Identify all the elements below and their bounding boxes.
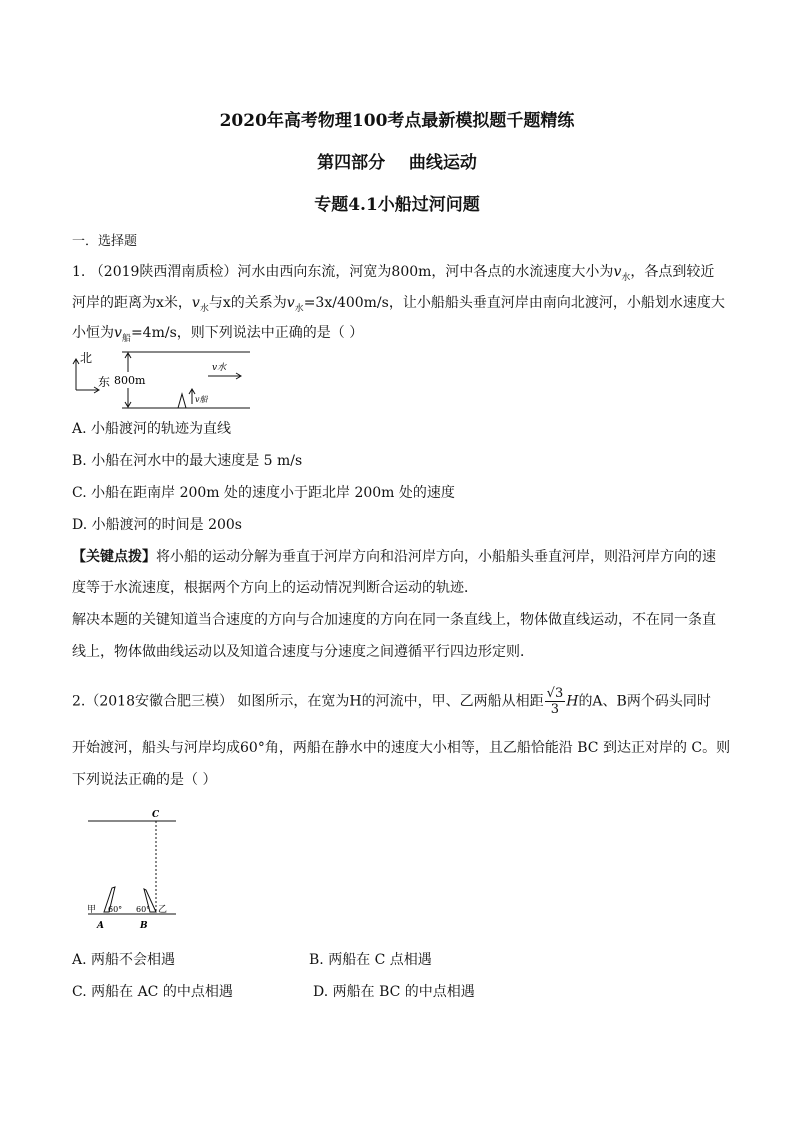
q2-line3: 下列说法正确的是（ ） (72, 772, 217, 788)
fraction-variable: H (566, 693, 579, 710)
q1-note-1: 解决本题的关键知道当合速度的方向与合加速度的方向在同一条直线上，物体做直线运动，不在同一条直 (72, 612, 716, 628)
q2-line1 (72, 686, 728, 717)
q2-river-figure (82, 806, 192, 936)
angle-jia-label: 60° (108, 905, 123, 914)
v-boat-label: v船 (195, 395, 208, 404)
q2-line2: 开始渡河，船头与河岸均成60°角，两船在静水中的速度大小相等，且乙船恰能沿 BC 到达正对岸的 C。则 (72, 740, 731, 756)
distance-fraction (545, 686, 566, 717)
v-water-sub: 水 (621, 272, 631, 283)
q2-option-b: B. 两船在 C 点相遇 (309, 952, 432, 968)
q1-note-2: 线上，物体做曲线运动以及知道合速度与分速度之间遵循平行四边形定则． (72, 644, 534, 660)
q2-option-c: C. 两船在 AC 的中点相遇 (72, 984, 233, 1000)
q1-option-c: C. 小船在距南岸 200m 处的速度小于距北岸 200m 处的速度 (72, 485, 455, 501)
section-heading: 一．选择题 (72, 234, 138, 249)
v-boat-sub: 船 (121, 333, 131, 344)
point-b-label: B (140, 921, 148, 931)
v-water-sub-3: 水 (294, 303, 304, 314)
q1-option-b: B. 小船在河水中的最大速度是 5 m/s (72, 453, 303, 469)
point-c-label: C (152, 810, 160, 820)
boat-icon (178, 394, 186, 408)
v-water-symbol: v (613, 264, 622, 280)
q1-line3-a: 小恒为 (72, 325, 114, 341)
q1-line2-c: =3x/400m/s，让小船船头垂直河岸由南向北渡河，小船划水速度大 (303, 295, 725, 311)
jia-label: 甲 (87, 905, 97, 915)
yi-label: 乙 (158, 905, 168, 915)
q1-line3-b: =4m/s，则下列说法中正确的是（ ） (130, 325, 364, 341)
v-water-symbol-2: v (191, 295, 200, 311)
v-water-symbol-3: v (286, 295, 295, 311)
part-title: 第四部分 曲线运动 (317, 153, 477, 173)
q1-line2-b: 与x的关系为 (208, 295, 287, 311)
q1-option-d: D. 小船渡河的时间是 200s (72, 517, 242, 533)
q1-river-figure (72, 346, 262, 416)
q2-line1-a: 2.（2018安徽合肥三模） 如图所示，在宽为H的河流中，甲、乙两船从相距 (72, 693, 544, 710)
east-label: 东 (98, 375, 111, 389)
fraction-numerator: √3 (546, 686, 564, 701)
q1-line1-end: ，各点到较近 (630, 264, 715, 280)
q1-option-a: A. 小船渡河的轨迹为直线 (72, 421, 232, 437)
q1-line3 (72, 323, 728, 349)
q2-line1-b: 的A、B两个码头同时 (578, 693, 711, 710)
v-water-label: v水 (212, 363, 227, 373)
north-label: 北 (80, 351, 93, 365)
fraction-denominator: 3 (550, 702, 560, 717)
q2-option-a: A. 两船不会相遇 (72, 952, 176, 968)
v-water-sub-2: 水 (199, 303, 209, 314)
q1-line1-text: 1. （2019陕西渭南质检）河水由西向东流，河宽为800m，河中各点的水流速度大小为 (72, 264, 614, 280)
document-title: 2020年高考物理100考点最新模拟题千题精练 (219, 111, 575, 131)
point-a-label: A (97, 921, 104, 931)
angle-yi-label: 60° (136, 905, 151, 914)
q1-line1 (72, 262, 728, 288)
q1-line2-a: 河岸的距离为x米， (72, 295, 192, 311)
q1-key-point (72, 547, 728, 567)
q2-option-d: D. 两船在 BC 的中点相遇 (313, 984, 475, 1000)
q1-line2 (72, 293, 728, 319)
width-label: 800m (114, 374, 146, 387)
key-point-text-2: 度等于水流速度，根据两个方向上的运动情况判断合运动的轨迹． (72, 580, 478, 596)
topic-title: 专题4.1小船过河问题 (314, 195, 480, 215)
v-boat-symbol: v (114, 325, 122, 341)
key-point-label: 【关键点拨】 (72, 549, 156, 565)
key-point-text-1: 将小船的运动分解为垂直于河岸方向和沿河岸方向，小船船头垂直河岸，则沿河岸方向的速 (156, 549, 716, 565)
